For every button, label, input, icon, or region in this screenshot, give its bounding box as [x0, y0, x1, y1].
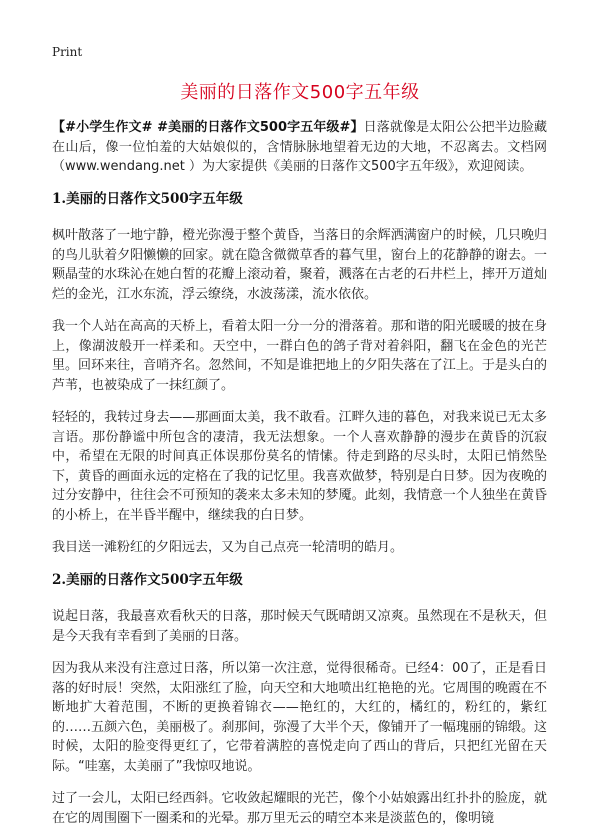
intro-paragraph: [52, 118, 547, 177]
section-1-paragraph-2: 我一个人站在高高的天桥上，看着太阳一分一分的滑落着。那和谐的阳光暖暖的披在身上，像湖波般开一样柔和。天空中，一群白色的鸽子背对着斜阳，翻飞在金色的光芒里。回环来往，音哨齐名。忽然间，不知是谁把地上的夕阳失落在了江上。于是头白的芦苇，也被染成了一抹红颜了。: [52, 319, 547, 393]
section-2-paragraph-2: 因为我从来没有注意过日落，所以第一次注意，觉得很稀奇。已经4：00了，正是看日落的好时辰！突然，太阳涨红了脸，向天空和大地喷出红艳艳的光。它周围的晚霞在不断地扩大着范围，不断的更换着锦衣——艳红的，大红的，橘红的，粉红的，紫红的……五颜六色，美丽极了。刹那间，弥漫了大半个天，像铺开了一幅瑰丽的锦缎。这时候，太阳的脸变得更红了，它带着满腔的喜悦走向了西山的背后，只把红光留在天际。“哇塞，太美丽了”我惊叹地说。: [52, 661, 547, 774]
section-2-paragraph-1: 说起日落，我最喜欢看秋天的日落，那时候天气既晴朗又凉爽。虽然现在不是秋天，但是今天我有幸看到了美丽的日落。: [52, 609, 547, 644]
article-body: [52, 118, 547, 828]
section-heading-1: 1.美丽的日落作文500字五年级: [52, 190, 243, 207]
section-1-paragraph-4: 我目送一滩粉红的夕阳远去，又为自己点亮一轮清明的皓月。: [52, 540, 404, 555]
section-1-paragraph-1: 枫叶散落了一地宁静，橙光弥漫于整个黄昏，当落日的余辉洒满窗户的时候，几只晚归的鸟儿驮着夕阳懒懒的回家。就在隐含微微草香的暮气里，窗台上的花静静的谢去。一颗晶莹的水珠沁在她白皙的花瓣上滚动着，聚着，溅落在古老的石井栏上，摔开万道灿烂的金光，江水东流，浮云缭绕，水波荡漾，流水依依。: [52, 228, 547, 302]
section-1-paragraph-3: 轻轻的，我转过身去——那画面太美，我不敢看。江畔久违的暮色，对我来说已无太多言语。那份静谧中所包含的凄清，我无法想象。一个人喜欢静静的漫步在黄昏的沉寂中，希望在无限的时间真正体误那份莫名的情愫。待走到路的尽头时，太阳已悄然坠下，黄昏的画面永远的定格在了我的记忆里。我喜欢做梦，特别是白日梦。因为夜晚的过分安静中，往往会不可预知的袭来太多未知的梦魇。此刻，我情意一个人独坐在黄昏的小桥上，在半昏半醒中，继续我的白日梦。: [52, 410, 547, 523]
page-title: 美丽的日落作文500字五年级: [180, 82, 420, 103]
intro-lead: 【#小学生作文# #美丽的日落作文500字五年级#】: [52, 120, 364, 135]
section-heading-2: 2.美丽的日落作文500字五年级: [52, 571, 243, 588]
section-2-paragraph-3: 过了一会儿，太阳已经西斜。它收敛起耀眼的光芒，像个小姑娘露出红扑扑的脸庞，就在它的周围圈下一圈柔和的光晕。那万里无云的晴空本来是淡蓝色的，像明镜: [52, 791, 547, 826]
print-label: Print: [52, 45, 83, 59]
intro-text: 日落就像是太阳公公把半边脸藏在山后，像一位怕羞的大姑娘似的，含情脉脉地望着无边的大地，不忍离去。文档网（www.wendang.net ）为大家提供《美丽的日落作文500字五年级》，欢迎阅读。: [52, 120, 547, 174]
